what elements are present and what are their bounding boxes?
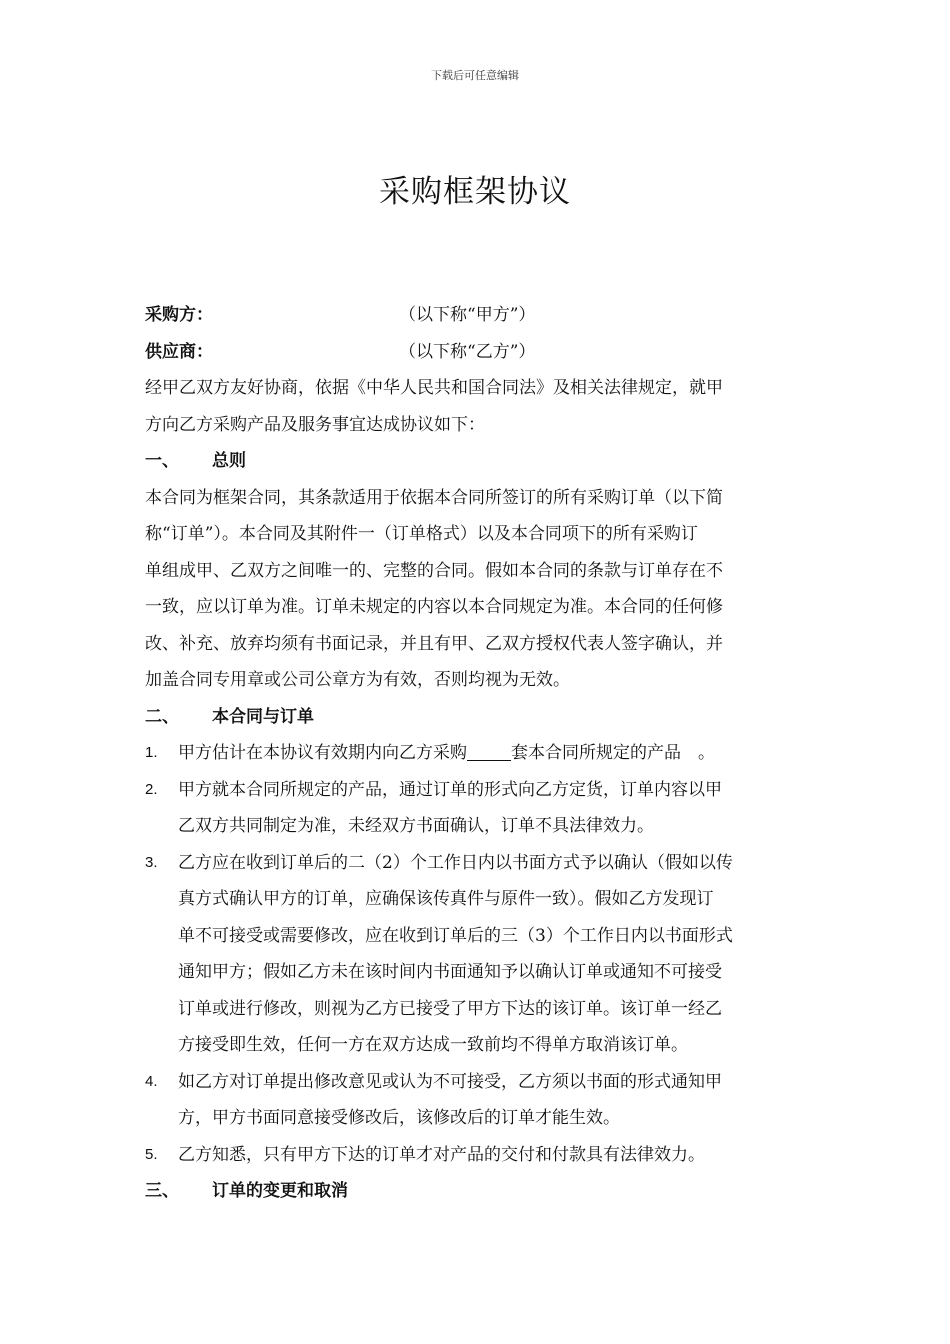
intro-line-2: 方向乙方采购产品及服务事宜达成协议如下：: [145, 414, 485, 435]
section-number: 一、: [145, 451, 179, 471]
section-heading-general: [145, 443, 810, 480]
item-text: 甲方估计在本协议有效期内向乙方采购: [178, 743, 467, 763]
buyer-line: [145, 297, 810, 334]
item-line: 甲方就本合同所规定的产品，通过订单的形式向乙方定货，订单内容以甲: [178, 779, 722, 800]
buyer-note: （以下称“甲方”）: [399, 305, 536, 325]
section-title: 总则: [212, 451, 246, 471]
item-line: 乙双方共同制定为准，未经双方书面确认，订单不具法律效力。: [178, 816, 654, 836]
header-note: 下载后可任意编辑: [431, 69, 519, 82]
item-line: 方，甲方书面同意接受修改后，该修改后的订单才能生效。: [178, 1108, 620, 1128]
item-line: 乙方知悉，只有甲方下达的订单才对产品的交付和付款具有法律效力。: [178, 1144, 705, 1165]
paragraph-line: 单组成甲、乙双方之间唯一的、完整的合同。假如本合同的条款与订单存在不: [145, 560, 723, 581]
list-item: [145, 1064, 810, 1137]
paragraph-line: 称“订单”）。本合同及其附件一（订单格式）以及本合同项下的所有采购订: [145, 524, 698, 544]
supplier-note: （以下称“乙方”）: [399, 341, 536, 362]
item-number: 4.: [145, 1072, 158, 1090]
item-number: 3.: [145, 853, 158, 871]
item-number: 1.: [145, 744, 158, 761]
paragraph-line: 一致，应以订单为准。订单未规定的内容以本合同规定为准。本合同的任何修: [145, 597, 723, 617]
section-heading-order-changes: [145, 1173, 810, 1210]
paragraph-line: 改、补充、放弃均须有书面记录，并且有甲、乙双方授权代表人签字确认，并: [145, 633, 723, 654]
item-line: 如乙方对订单提出修改意见或认为不可接受，乙方须以书面的形式通知甲: [178, 1071, 722, 1092]
item-line: 方接受即生效，任何一方在双方达成一致前均不得单方取消该订单。: [178, 1035, 688, 1055]
intro-line-1: 经甲乙双方友好协商，依据《中华人民共和国合同法》及相关法律规定，就甲: [145, 378, 723, 398]
list-item: [145, 845, 810, 1064]
item-number: 5.: [145, 1145, 158, 1163]
document-title: 采购框架协议: [379, 174, 571, 210]
paragraph-line: 本合同为框架合同，其条款适用于依据本合同所签订的所有采购订单（以下简: [145, 487, 723, 508]
list-item: [145, 772, 810, 845]
supplier-line: [145, 334, 810, 371]
quantity-blank: [467, 742, 511, 761]
item-line: 真方式确认甲方的订单，应确保该传真件与原件一致）。假如乙方发现订: [178, 889, 714, 909]
item-line: 单不可接受或需要修改，应在收到订单后的三（3）个工作日内以书面形式: [178, 925, 733, 946]
section-title: 订单的变更和取消: [212, 1181, 348, 1201]
item-number: 2.: [145, 780, 158, 798]
section-number: 三、: [145, 1181, 179, 1201]
section-title: 本合同与订单: [212, 706, 314, 727]
general-paragraph: [145, 480, 810, 699]
item-line: 订单或进行修改，则视为乙方已接受了甲方下达的该订单。该订单一经乙: [178, 998, 722, 1019]
item-line: [178, 735, 810, 772]
item-line: 乙方应在收到订单后的二（2）个工作日内以书面方式予以确认（假如以传: [178, 852, 733, 873]
supplier-label: 供应商：: [145, 341, 213, 362]
list-item: [145, 1137, 810, 1174]
paragraph-line: 加盖合同专用章或公司公章方为有效，否则均视为无效。: [145, 670, 570, 690]
section-heading-contract-orders: [145, 699, 810, 736]
item-line: 通知甲方；假如乙方未在该时间内书面通知予以确认订单或通知不可接受: [178, 962, 722, 982]
document-body: [145, 297, 810, 1210]
list-item: [145, 735, 810, 772]
section-number: 二、: [145, 706, 179, 727]
buyer-label: 采购方：: [145, 305, 213, 325]
item-text: 套本合同所规定的产品 。: [511, 743, 715, 763]
